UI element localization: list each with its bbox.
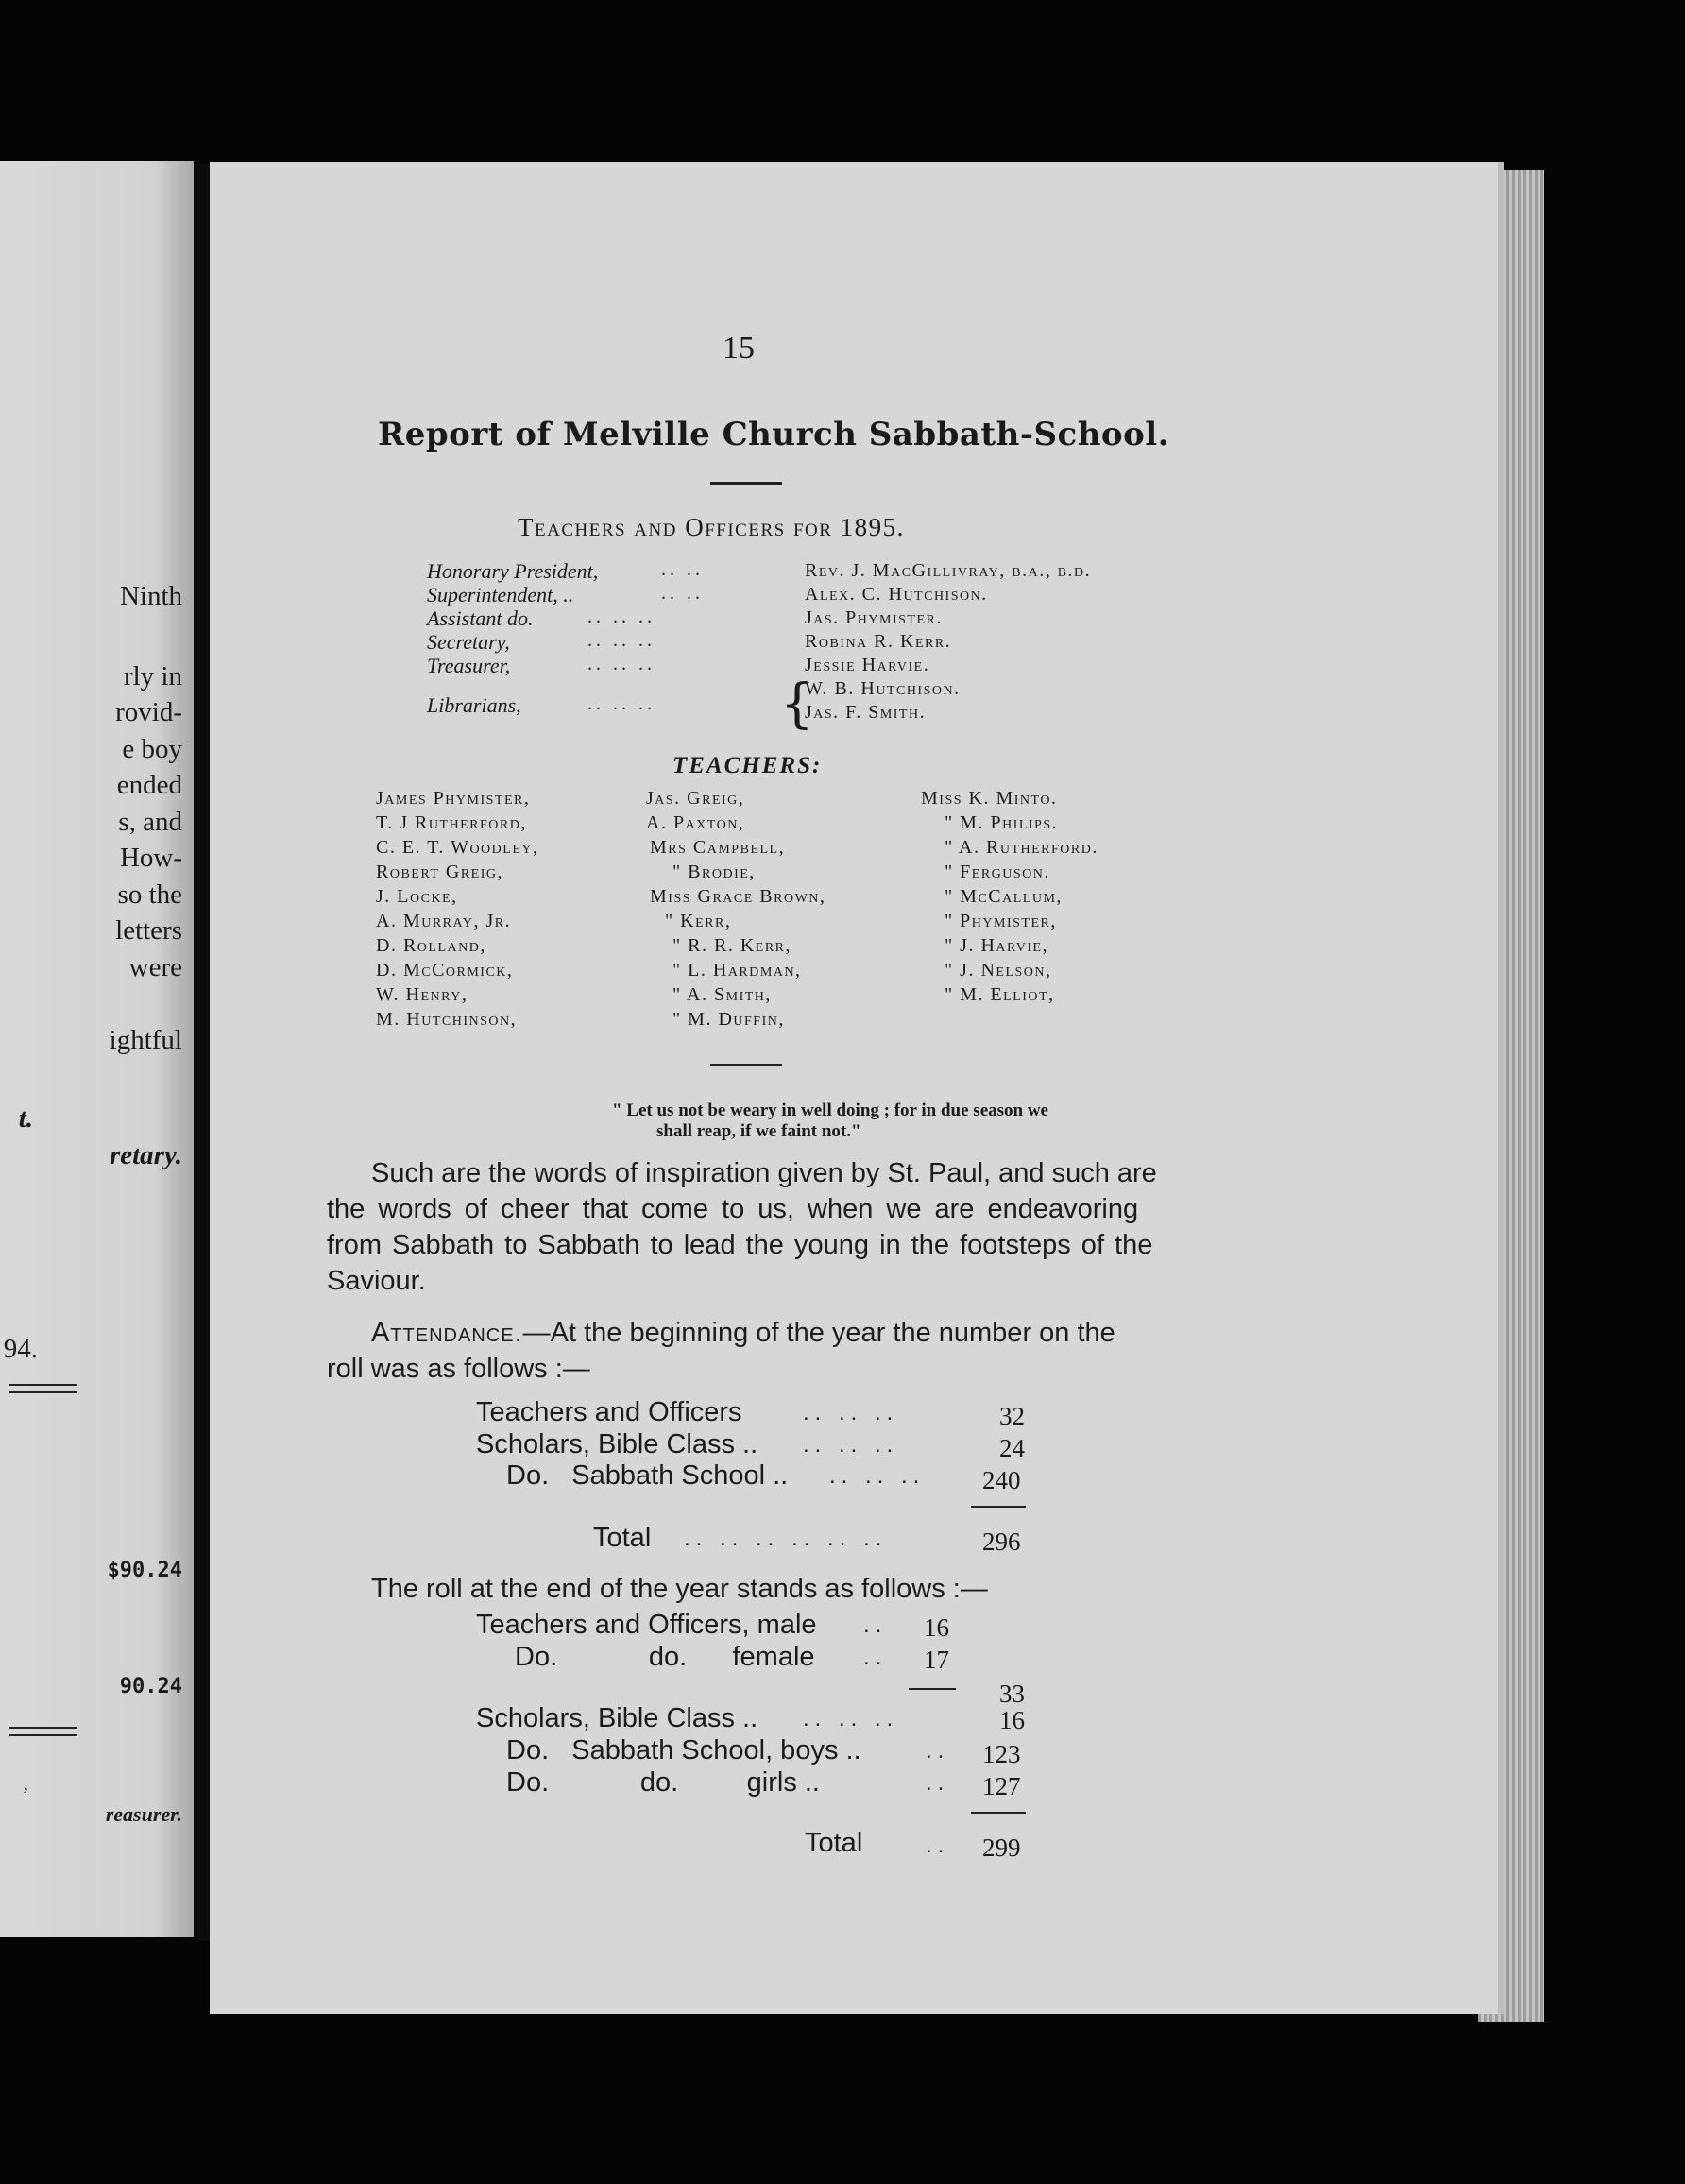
teacher-name: D. McCormick,	[376, 960, 514, 981]
officer-name: Robina R. Kerr.	[805, 631, 952, 652]
teacher-name: C. E. T. Woodley,	[376, 837, 539, 858]
sum-rule	[971, 1812, 1026, 1814]
teacher-name: " McCallum,	[945, 886, 1063, 907]
librarian-name: W. B. Hutchison.	[805, 678, 961, 699]
divider	[9, 1384, 77, 1386]
left-fragment: 94.	[3, 1334, 38, 1364]
leader-dots: .. ..	[661, 583, 704, 604]
left-fragment: t.	[18, 1103, 33, 1134]
roll-value: 123	[982, 1740, 1021, 1768]
teacher-name: " Kerr,	[665, 911, 732, 931]
page-number: 15	[723, 331, 755, 366]
left-treasurer: reasurer.	[105, 1802, 182, 1826]
leader-dots: .. .. ..	[829, 1463, 926, 1489]
officer-role: Assistant do.	[427, 606, 534, 630]
left-fragment: so the	[117, 879, 182, 910]
leader-dots: .. .. ..	[803, 1400, 899, 1425]
teacher-name: Miss K. Minto.	[921, 788, 1058, 809]
left-fragment: ended	[116, 770, 182, 800]
teacher-name: T. J Rutherford,	[376, 812, 527, 833]
officer-role: Librarians,	[427, 693, 521, 717]
left-fragment: ightful	[109, 1025, 182, 1055]
left-fragment: Ninth	[119, 581, 182, 611]
teacher-name: " L. Hardman,	[672, 960, 802, 981]
leader-dots: .. .. ..	[803, 1432, 899, 1458]
roll-value: 240	[982, 1466, 1021, 1494]
leader-dots: ..	[926, 1738, 950, 1764]
paragraph-line: Saviour.	[327, 1266, 426, 1296]
attendance-line	[371, 1318, 1115, 1349]
officer-name: Jas. Phymister.	[805, 607, 943, 628]
officer-role: Superintendent, ..	[427, 583, 574, 606]
divider	[710, 482, 782, 485]
leader-dots: .. .. ..	[587, 606, 655, 627]
left-fragment: e boy	[122, 734, 182, 764]
teachers-heading: TEACHERS:	[672, 753, 823, 778]
page-title: Report of Melville Church Sabbath-School.	[378, 416, 1170, 453]
teacher-name: Jas. Greig,	[646, 788, 745, 809]
teacher-name: " J. Nelson,	[945, 960, 1052, 981]
divider	[9, 1734, 77, 1736]
attendance-line: roll was as follows :—	[327, 1354, 590, 1384]
teacher-name: A. Paxton,	[646, 812, 745, 833]
brace-glyph: {	[780, 674, 814, 735]
teacher-name: W. Henry,	[376, 984, 468, 1005]
officer-name: Rev. J. MacGillivray, b.a., b.d.	[805, 560, 1092, 581]
divider	[9, 1391, 77, 1393]
teacher-name: " M. Duffin,	[672, 1009, 785, 1030]
roll-total-value: 296	[982, 1527, 1021, 1556]
paragraph-line: the words of cheer that come to us, when we are endeavoring	[327, 1194, 1139, 1224]
teacher-name: " J. Harvie,	[945, 935, 1049, 956]
teacher-name: " Brodie,	[672, 862, 756, 882]
roll-subtotal: 33	[999, 1680, 1025, 1708]
officer-role: Secretary,	[427, 630, 510, 654]
section-subtitle: Teachers and Officers for 1895.	[518, 513, 905, 541]
librarian-name: Jas. F. Smith.	[805, 702, 927, 723]
roll-label: Teachers and Officers	[476, 1397, 742, 1427]
paragraph-line: from Sabbath to Sabbath to lead the young in the footsteps of the	[327, 1230, 1153, 1260]
left-fragment: s, and	[118, 807, 182, 837]
teacher-name: M. Hutchinson,	[376, 1009, 518, 1030]
roll-total-label: Total	[805, 1828, 863, 1858]
left-fragment: rovid-	[115, 697, 182, 727]
divider	[9, 1727, 77, 1729]
roll-value: 32	[999, 1402, 1025, 1430]
sum-rule	[971, 1506, 1026, 1508]
roll-label: Do. do. female	[515, 1642, 815, 1672]
officer-role: Treasurer,	[427, 654, 511, 677]
teacher-name: A. Murray, Jr.	[376, 911, 512, 931]
roll-label: Scholars, Bible Class ..	[476, 1703, 758, 1733]
leader-dots: ..	[926, 1833, 950, 1858]
teacher-name: " M. Elliot,	[945, 984, 1055, 1005]
roll-label: Do. do. girls ..	[506, 1767, 820, 1798]
officer-name: Alex. C. Hutchison.	[805, 584, 988, 605]
teacher-name: " A. Smith,	[672, 984, 772, 1005]
left-fragment: were	[128, 952, 182, 982]
leader-dots: ..	[926, 1770, 950, 1796]
left-amount: 90.24	[119, 1675, 182, 1698]
teacher-name: " Phymister,	[945, 911, 1057, 931]
previous-page	[0, 161, 194, 1937]
quote-line: shall reap, if we faint not."	[656, 1121, 861, 1141]
left-fragment: How-	[119, 843, 182, 873]
roll-value: 24	[999, 1434, 1025, 1462]
roll-value: 16	[924, 1613, 949, 1642]
roll-end-intro: The roll at the end of the year stands as follows :—	[371, 1574, 988, 1604]
roll-label: Do. Sabbath School ..	[506, 1460, 789, 1491]
officer-role: Honorary President,	[427, 559, 599, 583]
left-fragment: retary.	[109, 1140, 182, 1170]
teacher-name: James Phymister,	[376, 788, 531, 809]
left-amount: $90.24	[107, 1559, 182, 1582]
left-fragment: ,	[23, 1771, 28, 1795]
teacher-name: " Ferguson.	[945, 862, 1050, 882]
leader-dots: .. .. ..	[587, 630, 655, 651]
roll-label: Scholars, Bible Class ..	[476, 1429, 758, 1459]
leader-dots: .. .. ..	[587, 693, 655, 714]
officer-name: Jessie Harvie.	[805, 655, 930, 675]
roll-value: 16	[999, 1706, 1025, 1734]
leader-dots: .. .. .. .. .. ..	[684, 1526, 888, 1551]
teacher-name: D. Rolland,	[376, 935, 486, 956]
paragraph-line: Such are the words of inspiration given by St. Paul, and such are	[371, 1158, 1157, 1188]
teacher-name: Miss Grace Brown,	[650, 886, 826, 907]
left-fragment: letters	[115, 915, 182, 946]
teacher-name: " R. R. Kerr,	[672, 935, 792, 956]
sum-rule	[909, 1688, 956, 1690]
teacher-name: Robert Greig,	[376, 862, 503, 882]
teacher-name: J. Locke,	[376, 886, 458, 907]
roll-value: 127	[982, 1772, 1021, 1800]
teacher-name: Mrs Campbell,	[650, 837, 786, 858]
attendance-heading: Attendance.	[371, 1318, 523, 1348]
leader-dots: ..	[863, 1612, 888, 1638]
roll-value: 17	[924, 1646, 949, 1674]
roll-label: Teachers and Officers, male	[476, 1610, 817, 1640]
roll-label: Do. Sabbath School, boys ..	[506, 1735, 861, 1766]
divider	[710, 1064, 782, 1066]
leader-dots: ..	[863, 1645, 888, 1670]
attendance-text: —At the beginning of the year the number on the	[522, 1318, 1115, 1348]
roll-total-label: Total	[593, 1523, 652, 1553]
teacher-name: " A. Rutherford.	[945, 837, 1098, 858]
leader-dots: .. .. ..	[803, 1706, 899, 1732]
left-fragment: rly in	[123, 661, 182, 691]
quote-line: " Let us not be weary in well doing ; for in due season we	[612, 1101, 1048, 1120]
teacher-name: " M. Philips.	[945, 812, 1059, 833]
leader-dots: .. ..	[661, 559, 704, 580]
leader-dots: .. .. ..	[587, 654, 655, 674]
roll-total-value: 299	[982, 1834, 1021, 1862]
